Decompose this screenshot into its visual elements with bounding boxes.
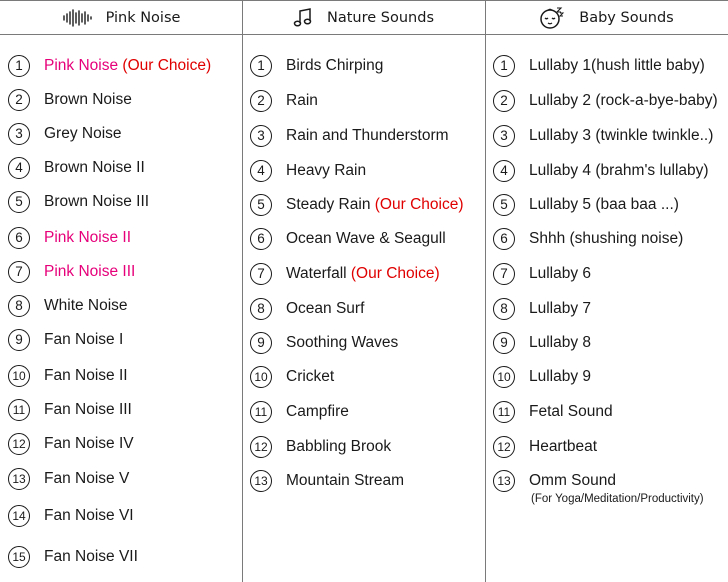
list-item (485, 226, 728, 252)
item-name: Heartbeat (529, 438, 598, 455)
item-number-badge: 10 (493, 366, 515, 388)
item-number-badge: 3 (8, 123, 30, 145)
item-label (286, 265, 440, 283)
item-name: Lullaby 8 (529, 334, 592, 351)
item-number-badge: 13 (8, 468, 30, 490)
item-name: Birds Chirping (286, 57, 384, 74)
item-label (529, 196, 679, 214)
item-name: Ocean Surf (286, 300, 365, 317)
item-name: Heavy Rain (286, 162, 367, 179)
item-label (529, 368, 591, 386)
item-number-badge: 5 (493, 194, 515, 216)
item-name: Waterfall (286, 265, 347, 282)
item-label (286, 57, 383, 75)
item-number-badge: 7 (493, 263, 515, 285)
item-number-badge: 13 (493, 470, 515, 492)
item-label (44, 507, 134, 525)
column-nature-sounds (242, 1, 486, 582)
item-name: Campfire (286, 403, 349, 420)
item-label (286, 368, 334, 386)
item-label (44, 331, 123, 349)
item-label (44, 435, 134, 453)
item-label (286, 438, 391, 456)
item-label (529, 265, 591, 283)
item-label (529, 230, 683, 248)
list-item (0, 121, 242, 147)
item-label (286, 162, 366, 180)
item-number-badge: 7 (8, 261, 30, 283)
item-number-badge: 11 (250, 401, 272, 423)
list-item (485, 468, 728, 494)
item-number-badge: 9 (250, 332, 272, 354)
column-header (485, 1, 728, 35)
list-item (0, 259, 242, 285)
item-name: Brown Noise III (44, 193, 150, 210)
item-label (529, 472, 616, 490)
column-title: Pink Noise (105, 9, 181, 26)
item-label (44, 91, 132, 109)
list-item (242, 296, 485, 322)
item-label (529, 127, 713, 145)
item-number-badge: 13 (250, 470, 272, 492)
item-name: Fan Noise I (44, 331, 124, 348)
list-item (242, 158, 485, 184)
item-number-badge: 4 (8, 157, 30, 179)
list-item (0, 87, 242, 113)
item-label (529, 162, 709, 180)
item-number-badge: 2 (493, 90, 515, 112)
item-name: Shhh (shushing noise) (529, 230, 684, 247)
list-item (485, 192, 728, 218)
item-name: Brown Noise (44, 91, 132, 108)
item-number-badge: 6 (250, 228, 272, 250)
item-number-badge: 12 (8, 433, 30, 455)
item-name: Pink Noise (44, 57, 119, 74)
list-item (485, 296, 728, 322)
item-label (529, 57, 705, 75)
item-label (286, 300, 364, 318)
item-label (44, 57, 211, 75)
item-number-badge: 10 (250, 366, 272, 388)
list-item (485, 261, 728, 287)
item-label (44, 193, 149, 211)
item-name: Lullaby 3 (twinkle twinkle..) (529, 127, 714, 144)
sound-wave-icon (62, 9, 92, 27)
item-number-badge: 11 (493, 401, 515, 423)
item-name: Lullaby 1(hush little baby) (529, 57, 705, 74)
item-number-badge: 14 (8, 505, 30, 527)
item-name: Rain (286, 92, 318, 109)
list-item (485, 399, 728, 425)
item-label (44, 297, 128, 315)
item-label (286, 472, 404, 490)
item-number-badge: 4 (493, 160, 515, 182)
list-item (485, 88, 728, 114)
item-number-badge: 5 (250, 194, 272, 216)
item-name: Fan Noise IV (44, 435, 134, 452)
list-item (0, 544, 242, 570)
list-item (0, 466, 242, 492)
item-label (529, 438, 597, 456)
list-item (0, 293, 242, 319)
item-label (286, 334, 398, 352)
item-number-badge: 2 (250, 90, 272, 112)
music-note-icon (293, 8, 313, 28)
item-number-badge: 15 (8, 546, 30, 568)
list-item (242, 226, 485, 252)
our-choice-note: (Our Choice) (374, 196, 464, 213)
item-name: Lullaby 6 (529, 265, 592, 282)
item-label (44, 159, 145, 177)
list-item (242, 434, 485, 460)
sleeping-baby-icon (539, 6, 565, 30)
item-number-badge: 10 (8, 365, 30, 387)
item-name: Lullaby 9 (529, 368, 592, 385)
list-item (242, 88, 485, 114)
list-item (0, 327, 242, 353)
item-name: Pink Noise II (44, 229, 132, 246)
column-baby-sounds (485, 1, 728, 582)
item-number-badge: 9 (8, 329, 30, 351)
item-number-badge: 8 (8, 295, 30, 317)
list-item (0, 155, 242, 181)
item-name: Fan Noise III (44, 401, 132, 418)
item-name: Grey Noise (44, 125, 122, 142)
list-item (0, 431, 242, 457)
list-item (0, 189, 242, 215)
item-name: Fetal Sound (529, 403, 613, 420)
list-item (242, 192, 485, 218)
item-label (529, 403, 613, 421)
item-name: Omm Sound (529, 472, 617, 489)
item-name: Lullaby 2 (rock-a-bye-baby) (529, 92, 718, 109)
item-number-badge: 6 (8, 227, 30, 249)
item-label (44, 367, 128, 385)
item-number-badge: 3 (493, 125, 515, 147)
item-name: Soothing Waves (286, 334, 399, 351)
list-item (485, 364, 728, 390)
column-header (0, 1, 242, 35)
item-number-badge: 3 (250, 125, 272, 147)
item-label (44, 263, 135, 281)
item-number-badge: 5 (8, 191, 30, 213)
item-name: Fan Noise V (44, 470, 130, 487)
item-number-badge: 6 (493, 228, 515, 250)
item-name: Babbling Brook (286, 438, 392, 455)
item-number-badge: 1 (493, 55, 515, 77)
item-name: Lullaby 5 (baa baa ...) (529, 196, 679, 213)
item-name: Rain and Thunderstorm (286, 127, 449, 144)
item-number-badge: 9 (493, 332, 515, 354)
item-label (44, 470, 129, 488)
list-item (242, 364, 485, 390)
list-item (242, 123, 485, 149)
list-item (485, 330, 728, 356)
item-label (286, 127, 449, 145)
list-item (485, 53, 728, 79)
list-item (0, 397, 242, 423)
item-name: Mountain Stream (286, 472, 405, 489)
item-name: Lullaby 7 (529, 300, 592, 317)
item-subnote: (For Yoga/Meditation/Productivity) (531, 493, 704, 505)
item-label (286, 92, 318, 110)
list-item (0, 225, 242, 251)
item-number-badge: 11 (8, 399, 30, 421)
column-title: Nature Sounds (327, 9, 434, 26)
list-item (242, 261, 485, 287)
item-label (286, 403, 349, 421)
item-number-badge: 7 (250, 263, 272, 285)
item-name: Fan Noise VII (44, 548, 138, 565)
list-item (242, 53, 485, 79)
our-choice-note: (Our Choice) (350, 265, 440, 282)
item-label (529, 300, 591, 318)
item-label (44, 401, 132, 419)
our-choice-note: (Our Choice) (122, 57, 212, 74)
item-number-badge: 8 (493, 298, 515, 320)
column-pink-noise (0, 1, 243, 582)
item-number-badge: 12 (493, 436, 515, 458)
item-name: Steady Rain (286, 196, 371, 213)
item-name: Lullaby 4 (brahm's lullaby) (529, 162, 709, 179)
column-title: Baby Sounds (579, 9, 674, 26)
item-label (44, 229, 131, 247)
item-name: White Noise (44, 297, 128, 314)
item-label (529, 334, 591, 352)
list-item (242, 468, 485, 494)
item-name: Fan Noise VI (44, 507, 134, 524)
item-name: Pink Noise III (44, 263, 136, 280)
item-number-badge: 12 (250, 436, 272, 458)
item-name: Brown Noise II (44, 159, 145, 176)
column-header (242, 1, 485, 35)
item-name: Fan Noise II (44, 367, 128, 384)
list-item (0, 53, 242, 79)
item-number-badge: 1 (8, 55, 30, 77)
item-label (286, 196, 463, 214)
list-item (485, 158, 728, 184)
list-item (0, 363, 242, 389)
item-label (286, 230, 446, 248)
item-number-badge: 1 (250, 55, 272, 77)
item-number-badge: 8 (250, 298, 272, 320)
item-number-badge: 4 (250, 160, 272, 182)
item-name: Cricket (286, 368, 335, 385)
item-label (529, 92, 718, 110)
item-number-badge: 2 (8, 89, 30, 111)
list-item (0, 503, 242, 529)
list-item (242, 330, 485, 356)
list-item (485, 123, 728, 149)
list-item (485, 434, 728, 460)
item-name: Ocean Wave & Seagull (286, 230, 446, 247)
item-label (44, 125, 122, 143)
list-item (242, 399, 485, 425)
item-label (44, 548, 138, 566)
